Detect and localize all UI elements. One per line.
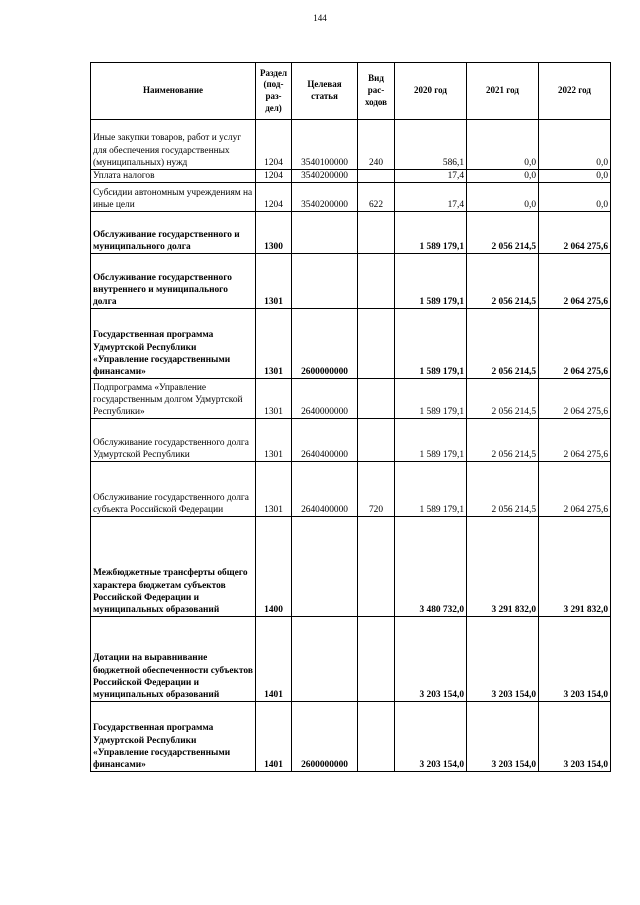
row-2022: 2 064 275,6 (539, 309, 611, 379)
row-2021: 2 056 214,5 (467, 254, 539, 309)
row-expense-type (358, 517, 395, 617)
row-section: 1401 (256, 617, 292, 702)
header-2021: 2021 год (467, 63, 539, 120)
row-name: Обслуживание государственного долга субъекта Российской Федерации (91, 462, 256, 517)
row-section: 1400 (256, 517, 292, 617)
row-name: Обслуживание государственного и муниципального долга (91, 212, 256, 254)
row-target: 2640400000 (292, 462, 358, 517)
row-target (292, 212, 358, 254)
row-name: Уплата налогов (91, 170, 256, 183)
row-expense-type: 240 (358, 120, 395, 170)
row-2021: 3 291 832,0 (467, 517, 539, 617)
header-target: Целевая статья (292, 63, 358, 120)
row-name: Государственная программа Удмуртской Республики «Управление государственными финансами» (91, 309, 256, 379)
row-target (292, 617, 358, 702)
table-header-row (91, 63, 611, 120)
row-expense-type (358, 702, 395, 772)
row-section: 1204 (256, 120, 292, 170)
row-section: 1401 (256, 702, 292, 772)
row-target: 2600000000 (292, 702, 358, 772)
row-target: 3540200000 (292, 170, 358, 183)
header-2020: 2020 год (395, 63, 467, 120)
row-name: Подпрограмма «Управление государственным долгом Удмуртской Республики» (91, 379, 256, 419)
row-2022: 0,0 (539, 170, 611, 183)
row-2020: 17,4 (395, 183, 467, 212)
row-name: Иные закупки товаров, работ и услуг для обеспечения государственных (муниципальных) нужд (91, 120, 256, 170)
row-expense-type (358, 170, 395, 183)
row-section: 1301 (256, 462, 292, 517)
row-2021: 2 056 214,5 (467, 379, 539, 419)
table-row (91, 702, 611, 772)
row-2020: 586,1 (395, 120, 467, 170)
row-name: Обслуживание государственного внутреннего и муниципального долга (91, 254, 256, 309)
row-2020: 17,4 (395, 170, 467, 183)
budget-table (90, 62, 611, 772)
row-expense-type (358, 379, 395, 419)
page-number: 144 (313, 13, 327, 23)
row-expense-type (358, 254, 395, 309)
table-row (91, 183, 611, 212)
row-2020: 3 203 154,0 (395, 702, 467, 772)
row-2021: 2 056 214,5 (467, 419, 539, 462)
row-name: Обслуживание государственного долга Удмуртской Республики (91, 419, 256, 462)
table-row (91, 419, 611, 462)
row-target: 2640400000 (292, 419, 358, 462)
table-row (91, 254, 611, 309)
row-2021: 2 056 214,5 (467, 309, 539, 379)
row-2021: 0,0 (467, 170, 539, 183)
row-target: 3540200000 (292, 183, 358, 212)
row-section: 1300 (256, 212, 292, 254)
row-section: 1301 (256, 419, 292, 462)
row-2020: 3 203 154,0 (395, 617, 467, 702)
row-2022: 3 291 832,0 (539, 517, 611, 617)
table-row (91, 309, 611, 379)
row-expense-type (358, 419, 395, 462)
row-section: 1204 (256, 170, 292, 183)
row-2020: 1 589 179,1 (395, 462, 467, 517)
row-2020: 1 589 179,1 (395, 419, 467, 462)
row-2021: 3 203 154,0 (467, 617, 539, 702)
row-name: Межбюджетные трансферты общего характера бюджетам субъектов Российской Федерации и муниципальных образований (91, 517, 256, 617)
row-2022: 2 064 275,6 (539, 462, 611, 517)
header-expense-type: Вид рас- ходов (358, 63, 395, 120)
row-expense-type: 622 (358, 183, 395, 212)
table-row (91, 517, 611, 617)
row-2021: 2 056 214,5 (467, 462, 539, 517)
row-2022: 2 064 275,6 (539, 254, 611, 309)
row-expense-type (358, 212, 395, 254)
header-2022: 2022 год (539, 63, 611, 120)
row-2022: 0,0 (539, 120, 611, 170)
row-2021: 3 203 154,0 (467, 702, 539, 772)
row-2022: 2 064 275,6 (539, 212, 611, 254)
row-2020: 1 589 179,1 (395, 254, 467, 309)
header-section: Раздел (под- раз- дел) (256, 63, 292, 120)
row-2020: 1 589 179,1 (395, 309, 467, 379)
row-2021: 2 056 214,5 (467, 212, 539, 254)
row-target (292, 517, 358, 617)
row-name: Дотации на выравнивание бюджетной обеспеченности субъектов Российской Федерации и муниципальных образований (91, 617, 256, 702)
row-section: 1301 (256, 309, 292, 379)
table-row (91, 212, 611, 254)
table-row (91, 617, 611, 702)
row-target (292, 254, 358, 309)
row-2022: 3 203 154,0 (539, 617, 611, 702)
row-2020: 1 589 179,1 (395, 212, 467, 254)
row-2021: 0,0 (467, 120, 539, 170)
row-target: 3540100000 (292, 120, 358, 170)
table-row (91, 462, 611, 517)
table-row (91, 379, 611, 419)
row-2022: 0,0 (539, 183, 611, 212)
row-2022: 3 203 154,0 (539, 702, 611, 772)
row-target: 2600000000 (292, 309, 358, 379)
row-target: 2640000000 (292, 379, 358, 419)
row-section: 1301 (256, 379, 292, 419)
row-expense-type (358, 617, 395, 702)
row-2020: 1 589 179,1 (395, 379, 467, 419)
header-name: Наименование (91, 63, 256, 120)
row-section: 1204 (256, 183, 292, 212)
row-expense-type: 720 (358, 462, 395, 517)
row-2022: 2 064 275,6 (539, 419, 611, 462)
row-name: Субсидии автономным учреждениям на иные цели (91, 183, 256, 212)
table-row (91, 170, 611, 183)
row-expense-type (358, 309, 395, 379)
row-2022: 2 064 275,6 (539, 379, 611, 419)
row-2020: 3 480 732,0 (395, 517, 467, 617)
row-2021: 0,0 (467, 183, 539, 212)
row-section: 1301 (256, 254, 292, 309)
table-row (91, 120, 611, 170)
row-name: Государственная программа Удмуртской Республики «Управление государственными финансами» (91, 702, 256, 772)
